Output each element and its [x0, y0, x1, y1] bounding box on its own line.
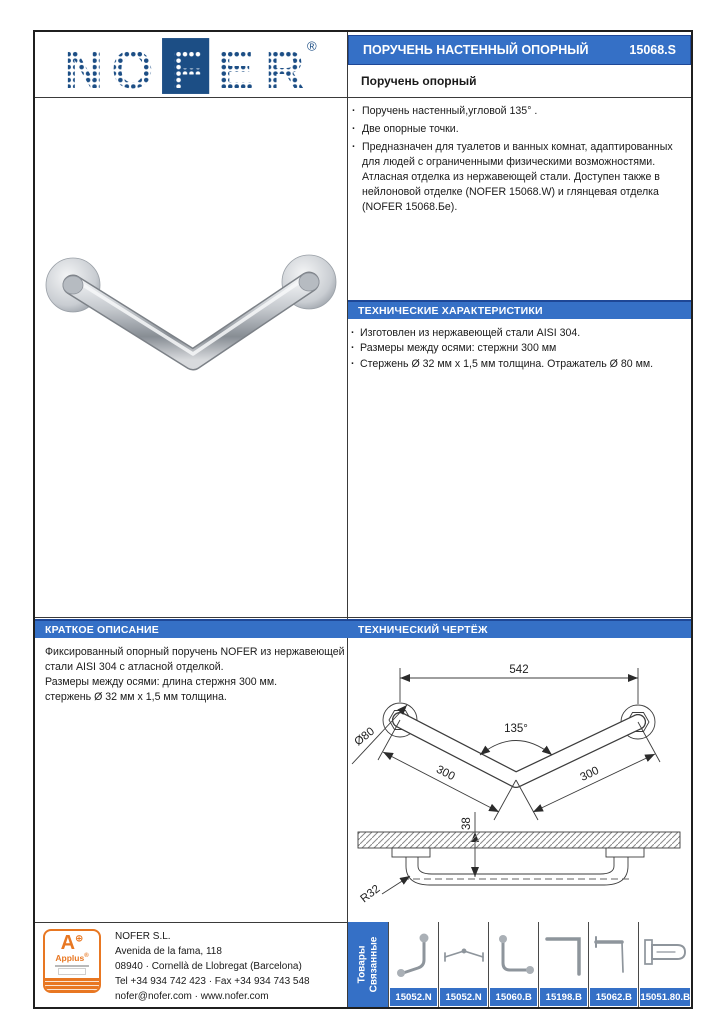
product-thumbnail	[489, 922, 538, 988]
logo-letter-e: E	[217, 39, 255, 94]
feature-item: · Поручень настенный,угловой 135° .	[362, 104, 687, 119]
product-thumbnail	[589, 922, 638, 988]
title-bar	[348, 35, 691, 65]
related-product[interactable]	[538, 922, 588, 1007]
dim-radius: R32	[358, 882, 383, 906]
phone-fax-line: Tel +34 934 742 423 · Fax +34 934 743 548	[115, 976, 310, 987]
dim-arm-right: 300	[578, 764, 601, 784]
nofer-logo	[59, 38, 321, 94]
feature-item: · Две опорные точки.	[362, 122, 687, 137]
product-thumbnail	[439, 922, 488, 988]
flange-collar-left	[63, 276, 83, 294]
grab-bar-angled-icon	[390, 930, 438, 980]
product-title: ПОРУЧЕНЬ НАСТЕННЫЙ ОПОРНЫЙ	[363, 43, 589, 57]
technical-drawing	[348, 640, 689, 918]
related-products-label: Товары Связанные	[348, 922, 388, 1007]
logo-letter-r: R	[265, 39, 305, 94]
applus-cert-logo	[43, 929, 101, 993]
drawing-lines	[352, 668, 680, 894]
grab-bar-foldup-icon	[640, 930, 690, 980]
product-code: 15068.S	[629, 43, 676, 57]
description-line: стержень Ø 32 мм x 1,5 мм толщина.	[45, 691, 227, 704]
product-code-label: 15062.B	[590, 988, 637, 1006]
product-code-label: 15198.B	[540, 988, 587, 1006]
product-subtitle: Поручень опорный	[361, 74, 477, 88]
applus-letter: A⊕	[60, 932, 84, 954]
short-description-text	[45, 645, 345, 705]
dim-total: 542	[509, 664, 529, 676]
applus-divider	[55, 965, 89, 967]
registered-mark: ®	[307, 38, 317, 54]
logo-letter-n: N	[64, 39, 104, 94]
description-line: Фиксированный опорный поручень NOFER из нержавеющей	[45, 646, 345, 658]
dim-angle: 135°	[504, 723, 528, 735]
related-product[interactable]	[638, 922, 691, 1007]
tech-specs-header: ТЕХНИЧЕСКИЕ ХАРАКТЕРИСТИКИ	[348, 300, 691, 319]
related-product[interactable]	[388, 922, 438, 1007]
product-code-label: 15060.B	[490, 988, 537, 1006]
product-thumbnail	[539, 922, 588, 988]
grab-bar-t-icon	[590, 930, 638, 980]
flange-collar-right	[299, 273, 319, 291]
contact-links[interactable]: nofer@nofer.com · www.nofer.com	[115, 991, 269, 1002]
applus-band	[45, 978, 99, 991]
drawing-labels	[352, 664, 600, 905]
logo-letter-o: O	[111, 39, 154, 94]
applus-iso-box	[58, 968, 86, 975]
description-line: стали AISI 304 с атласной отделкой.	[45, 661, 224, 674]
product-thumbnail	[389, 922, 438, 988]
product-photo	[43, 230, 341, 402]
tech-spec-item: · Изготовлен из нержавеющей стали AISI 304.	[360, 326, 687, 341]
related-product[interactable]	[588, 922, 638, 1007]
grab-bar-v-icon	[440, 930, 488, 980]
tech-specs-list	[348, 326, 687, 372]
product-code-label: 15051.80.B	[640, 988, 690, 1006]
grab-bar-corner-icon	[540, 930, 588, 980]
applus-name: Applus®	[55, 953, 89, 963]
tech-spec-item: · Размеры между осями: стержни 300 мм	[360, 341, 687, 356]
dim-flange: Ø80	[352, 725, 377, 749]
description-line: Размеры между осями: длина стержня 300 мм.	[45, 676, 278, 689]
related-product[interactable]	[438, 922, 488, 1007]
applus-plus-icon: ⊕	[75, 933, 84, 945]
feature-list	[348, 104, 687, 218]
tech-spec-item: · Стержень Ø 32 мм x 1,5 мм толщина. Отражатель Ø 80 мм.	[360, 357, 687, 372]
feature-item: · Предназначен для туалетов и ванных комнат, адаптированных для людей с ограниченными физическими возможностями. Атласная отделка из нержавеющей стали. Доступен также в нейлоновой отделке (NOFER 15068.W) и глянцевая отделка (NOFER 15068.Бе).	[362, 140, 687, 215]
logo-letter-f: F	[170, 39, 204, 94]
dim-arm-left: 300	[434, 763, 457, 784]
address-line: 08940 · Cornellà de Llobregat (Barcelona)	[115, 961, 302, 972]
company-name: NOFER S.L.	[115, 931, 171, 942]
short-description-header: КРАТКОЕ ОПИСАНИЕ	[35, 619, 348, 638]
page-frame	[33, 30, 693, 1009]
grab-bar-l-icon	[490, 930, 538, 980]
dim-wall-offset: 38	[461, 817, 473, 830]
header-rule	[35, 97, 691, 98]
product-code-label: 15052.N	[390, 988, 437, 1006]
section-rule	[35, 617, 691, 618]
related-product[interactable]	[488, 922, 538, 1007]
related-products-strip	[348, 922, 691, 1007]
company-address	[115, 929, 310, 1004]
product-code-label: 15052.N	[440, 988, 487, 1006]
address-line: Avenida de la fama, 118	[115, 946, 222, 957]
product-thumbnail	[639, 922, 691, 988]
technical-drawing-header: ТЕХНИЧЕСКИЙ ЧЕРТЁЖ	[348, 619, 691, 638]
